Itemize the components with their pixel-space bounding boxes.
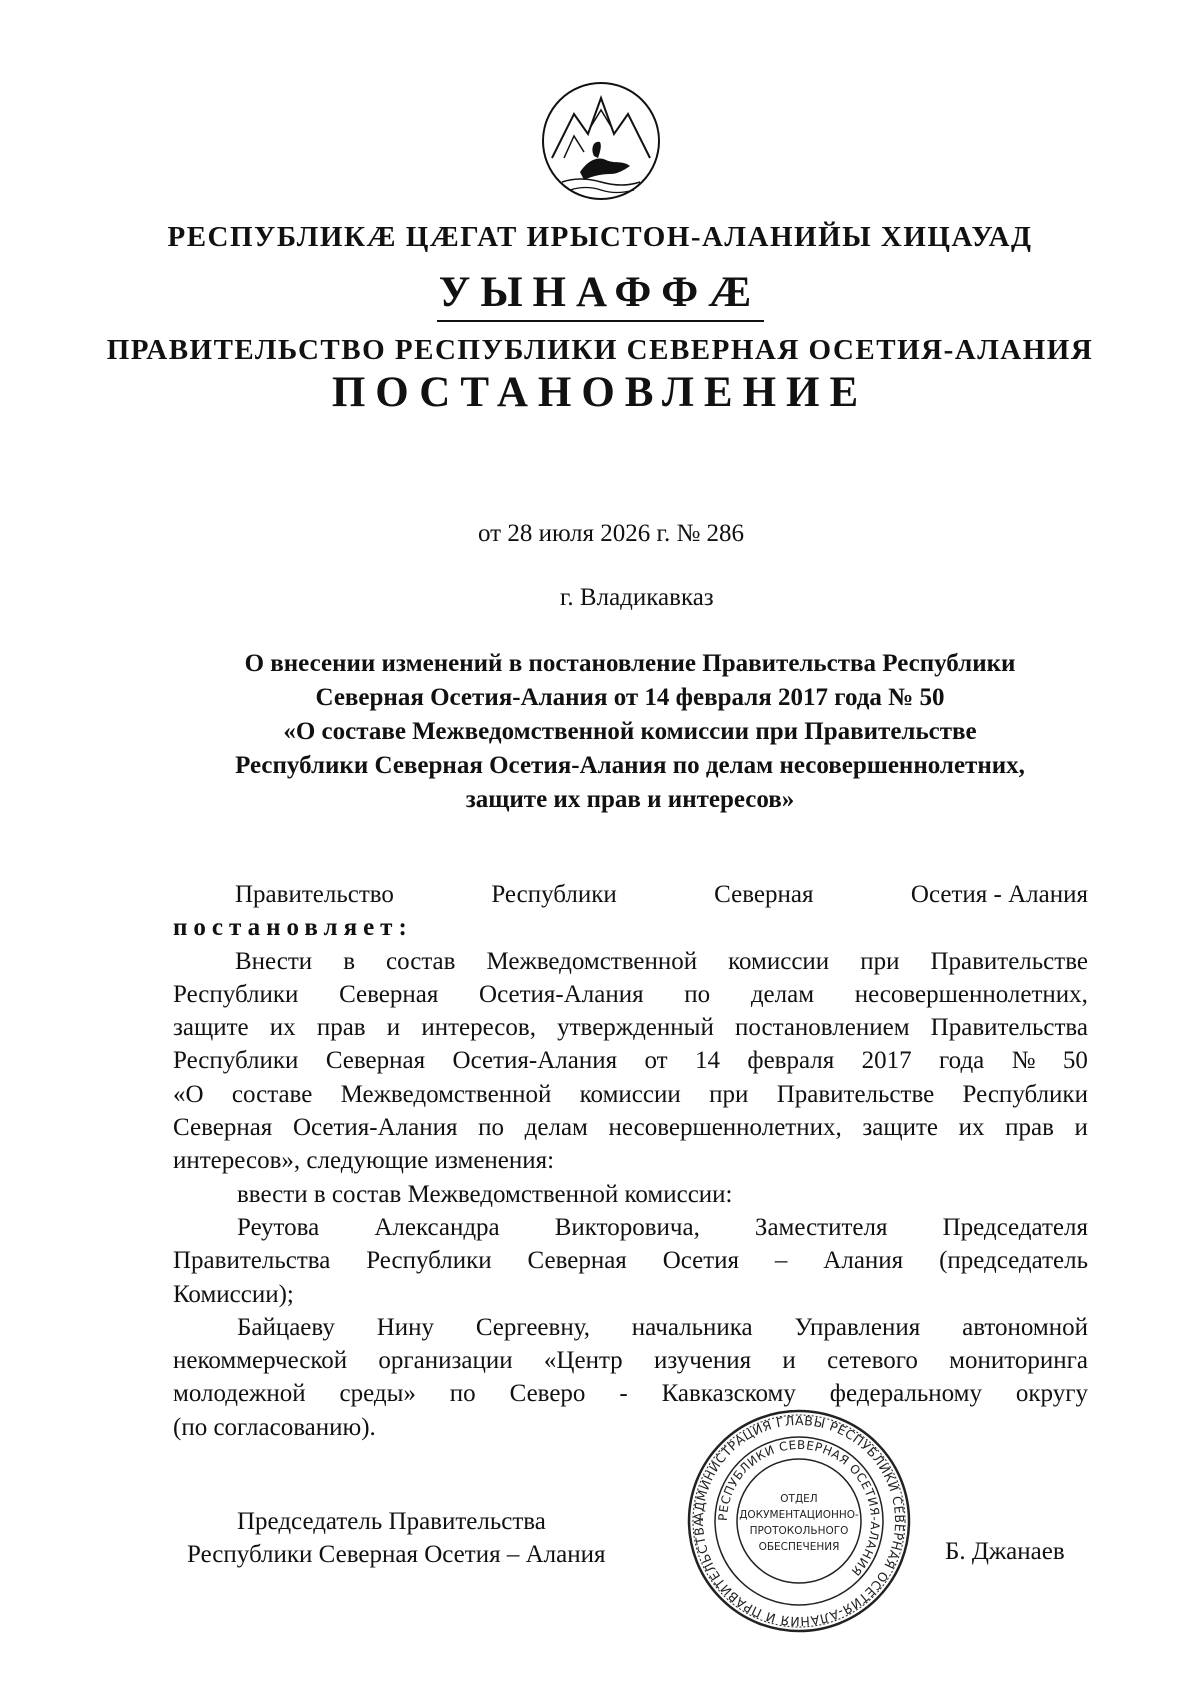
document-title xyxy=(150,647,1110,817)
svg-text:ОБЕСПЕЧЕНИЯ: ОБЕСПЕЧЕНИЯ xyxy=(758,1541,840,1553)
header-divider xyxy=(437,320,764,322)
word: и xyxy=(386,1014,401,1042)
word: Заместителя xyxy=(754,1213,888,1241)
word: Сергеевну, xyxy=(475,1313,590,1341)
word: и xyxy=(1074,1114,1088,1142)
word: - xyxy=(619,1380,628,1408)
word: Правительства xyxy=(173,1247,331,1275)
word: Алания xyxy=(823,1247,904,1275)
word: составе xyxy=(231,1080,313,1108)
word: Межведомственной xyxy=(340,1080,552,1108)
word: утвержденный xyxy=(557,1014,714,1042)
preamble-line xyxy=(173,878,1088,911)
word: автономной xyxy=(962,1313,1088,1341)
paragraph-line xyxy=(173,1111,1088,1144)
word: (председатель xyxy=(939,1247,1088,1275)
word: Осетия-Алания xyxy=(479,980,644,1008)
signatory-name: Б. Джанаев xyxy=(945,1538,1065,1565)
word: среды» xyxy=(339,1380,416,1408)
word: комиссии xyxy=(579,1080,681,1108)
word: «Центр xyxy=(543,1347,623,1375)
word: Северо xyxy=(509,1380,586,1408)
document-body xyxy=(173,878,1088,1444)
word: Председателя xyxy=(942,1213,1088,1241)
signatory-position-line: Председатель Правительства xyxy=(237,1508,546,1535)
russian-government-name: ПРАВИТЕЛЬСТВО РЕСПУБЛИКИ СЕВЕРНАЯ ОСЕТИЯ-АЛАНИЯ xyxy=(106,334,1094,366)
paragraph-line: (по согласованию). xyxy=(173,1413,376,1441)
title-line: защите их прав и интересов» xyxy=(465,786,795,813)
word: Викторовича, xyxy=(554,1213,700,1241)
word: Кавказскому xyxy=(661,1380,796,1408)
preamble-word: Республики xyxy=(491,881,617,908)
word: несовершеннолетних, xyxy=(854,980,1088,1008)
word: февраля xyxy=(747,1047,835,1075)
russian-document-type: ПОСТАНОВЛЕНИЕ xyxy=(331,369,869,416)
word: интересов, xyxy=(421,1014,536,1042)
paragraph-line xyxy=(173,1311,1088,1344)
word: Правительстве xyxy=(930,947,1088,975)
paragraph-line xyxy=(173,1377,1088,1410)
word: изучения xyxy=(653,1347,752,1375)
word: при xyxy=(709,1080,749,1108)
paragraph-line xyxy=(173,1011,1088,1044)
word: Осетия-Алания xyxy=(452,1047,618,1075)
ossetian-document-type: УЫНАФФӔ xyxy=(438,269,762,316)
word: Реутова xyxy=(237,1213,320,1241)
word: Северная xyxy=(527,1247,627,1275)
word: от xyxy=(644,1047,668,1075)
word: Северная xyxy=(339,980,439,1008)
word: Управления xyxy=(794,1313,921,1341)
svg-text:ОТДЕЛ: ОТДЕЛ xyxy=(780,1493,818,1505)
word: начальника xyxy=(631,1313,753,1341)
word: 14 xyxy=(694,1047,720,1075)
word: Северная xyxy=(325,1047,426,1075)
word: организации xyxy=(378,1347,513,1375)
paragraph-line: интересов», следующие изменения: xyxy=(173,1147,555,1175)
paragraph-line xyxy=(173,1078,1088,1111)
official-seal-stamp xyxy=(686,1408,912,1634)
title-line: Республики Северная Осетия-Алания по делам несовершеннолетних, xyxy=(235,752,1025,779)
word: Республики xyxy=(173,980,299,1008)
word: защите xyxy=(173,1014,249,1042)
word: Александра xyxy=(374,1213,500,1241)
preamble-word: Северная xyxy=(714,881,814,908)
word: Республики xyxy=(962,1080,1088,1108)
word: Правительстве xyxy=(776,1080,935,1108)
word: и xyxy=(782,1347,796,1375)
paragraph-line xyxy=(173,1211,1088,1244)
word: 50 xyxy=(1062,1047,1088,1075)
title-line: Северная Осетия-Алания от 14 февраля 2017 года № 50 xyxy=(315,684,945,711)
paragraph-line: ввести в состав Межведомственной комиссии: xyxy=(237,1180,733,1208)
word: № xyxy=(1011,1047,1036,1075)
word: «О xyxy=(173,1080,204,1108)
word: Осетия-Алания xyxy=(292,1114,458,1142)
word: Правительства xyxy=(930,1014,1088,1042)
ossetian-government-name: РЕСПУБЛИКӔ ЦӔГАТ ИРЫСТОН-АЛАНИЙЫ ХИЦАУАД xyxy=(167,221,1033,253)
word: сетевого xyxy=(827,1347,918,1375)
preamble-word: Осетия - Алания xyxy=(910,881,1088,908)
word: федеральному xyxy=(829,1380,982,1408)
word: Нину xyxy=(376,1313,434,1341)
word: в xyxy=(343,947,355,975)
word: некоммерческой xyxy=(173,1347,348,1375)
word: Внести xyxy=(235,947,313,975)
word: постановлением xyxy=(734,1014,910,1042)
coat-of-arms-emblem xyxy=(540,80,662,202)
word: состав xyxy=(386,947,456,975)
paragraph-line: Комиссии); xyxy=(173,1280,294,1308)
word: Байцаеву xyxy=(237,1313,335,1341)
word: защите xyxy=(862,1114,938,1142)
word: 2017 xyxy=(861,1047,912,1075)
word: по xyxy=(684,980,711,1008)
svg-text:АДМИНИСТРАЦИЯ ГЛАВЫ РЕСПУБЛИКИ: АДМИНИСТРАЦИЯ ГЛАВЫ РЕСПУБЛИКИ СЕВЕРНАЯ ОСЕТИЯ-АЛАНИЯ И ПРАВИТЕЛЬСТВА xyxy=(690,1412,908,1630)
word: Северная xyxy=(173,1114,273,1142)
word: Межведомственной xyxy=(486,947,698,975)
word: молодежной xyxy=(173,1380,306,1408)
word: мониторинга xyxy=(949,1347,1088,1375)
word: Осетия xyxy=(662,1247,740,1275)
signatory-position xyxy=(187,1505,677,1571)
word: по xyxy=(478,1114,505,1142)
paragraph-line xyxy=(173,1344,1088,1377)
word: Республики xyxy=(366,1247,492,1275)
word: округу xyxy=(1015,1380,1088,1408)
svg-text:РЕСПУБЛИКИ СЕВЕРНАЯ ОСЕТИЯ-АЛА: РЕСПУБЛИКИ СЕВЕРНАЯ ОСЕТИЯ-АЛАНИЯ xyxy=(715,1437,883,1579)
paragraph-line xyxy=(173,978,1088,1011)
word: делам xyxy=(524,1114,588,1142)
paragraph-line xyxy=(173,945,1088,978)
title-line: «О составе Межведомственной комиссии при Правительстве xyxy=(283,718,977,745)
title-line: О внесении изменений в постановление Правительства Республики xyxy=(244,650,1016,677)
document-city: г. Владикавказ xyxy=(560,584,714,611)
preamble-word: Правительство xyxy=(235,881,394,908)
word: прав xyxy=(316,1014,366,1042)
resolves-word: постановляет: xyxy=(173,914,413,942)
svg-text:ДОКУМЕНТАЦИОННО-: ДОКУМЕНТАЦИОННО- xyxy=(739,1509,859,1521)
word: делам xyxy=(750,980,815,1008)
word: по xyxy=(449,1380,476,1408)
word: при xyxy=(860,947,900,975)
word: – xyxy=(774,1247,788,1275)
svg-text:ПРОТОКОЛЬНОГО: ПРОТОКОЛЬНОГО xyxy=(749,1525,849,1537)
word: несовершеннолетних, xyxy=(608,1114,842,1142)
paragraph-line xyxy=(173,1044,1088,1077)
word: комиссии xyxy=(728,947,830,975)
word: их xyxy=(958,1114,985,1142)
paragraph-line xyxy=(173,1244,1088,1277)
word: года xyxy=(939,1047,985,1075)
word: прав xyxy=(1005,1114,1054,1142)
document-date-number: от 28 июля 2026 г. № 286 xyxy=(478,520,745,547)
word: их xyxy=(269,1014,296,1042)
signatory-position-line: Республики Северная Осетия – Алания xyxy=(187,1541,606,1568)
word: Республики xyxy=(173,1047,299,1075)
